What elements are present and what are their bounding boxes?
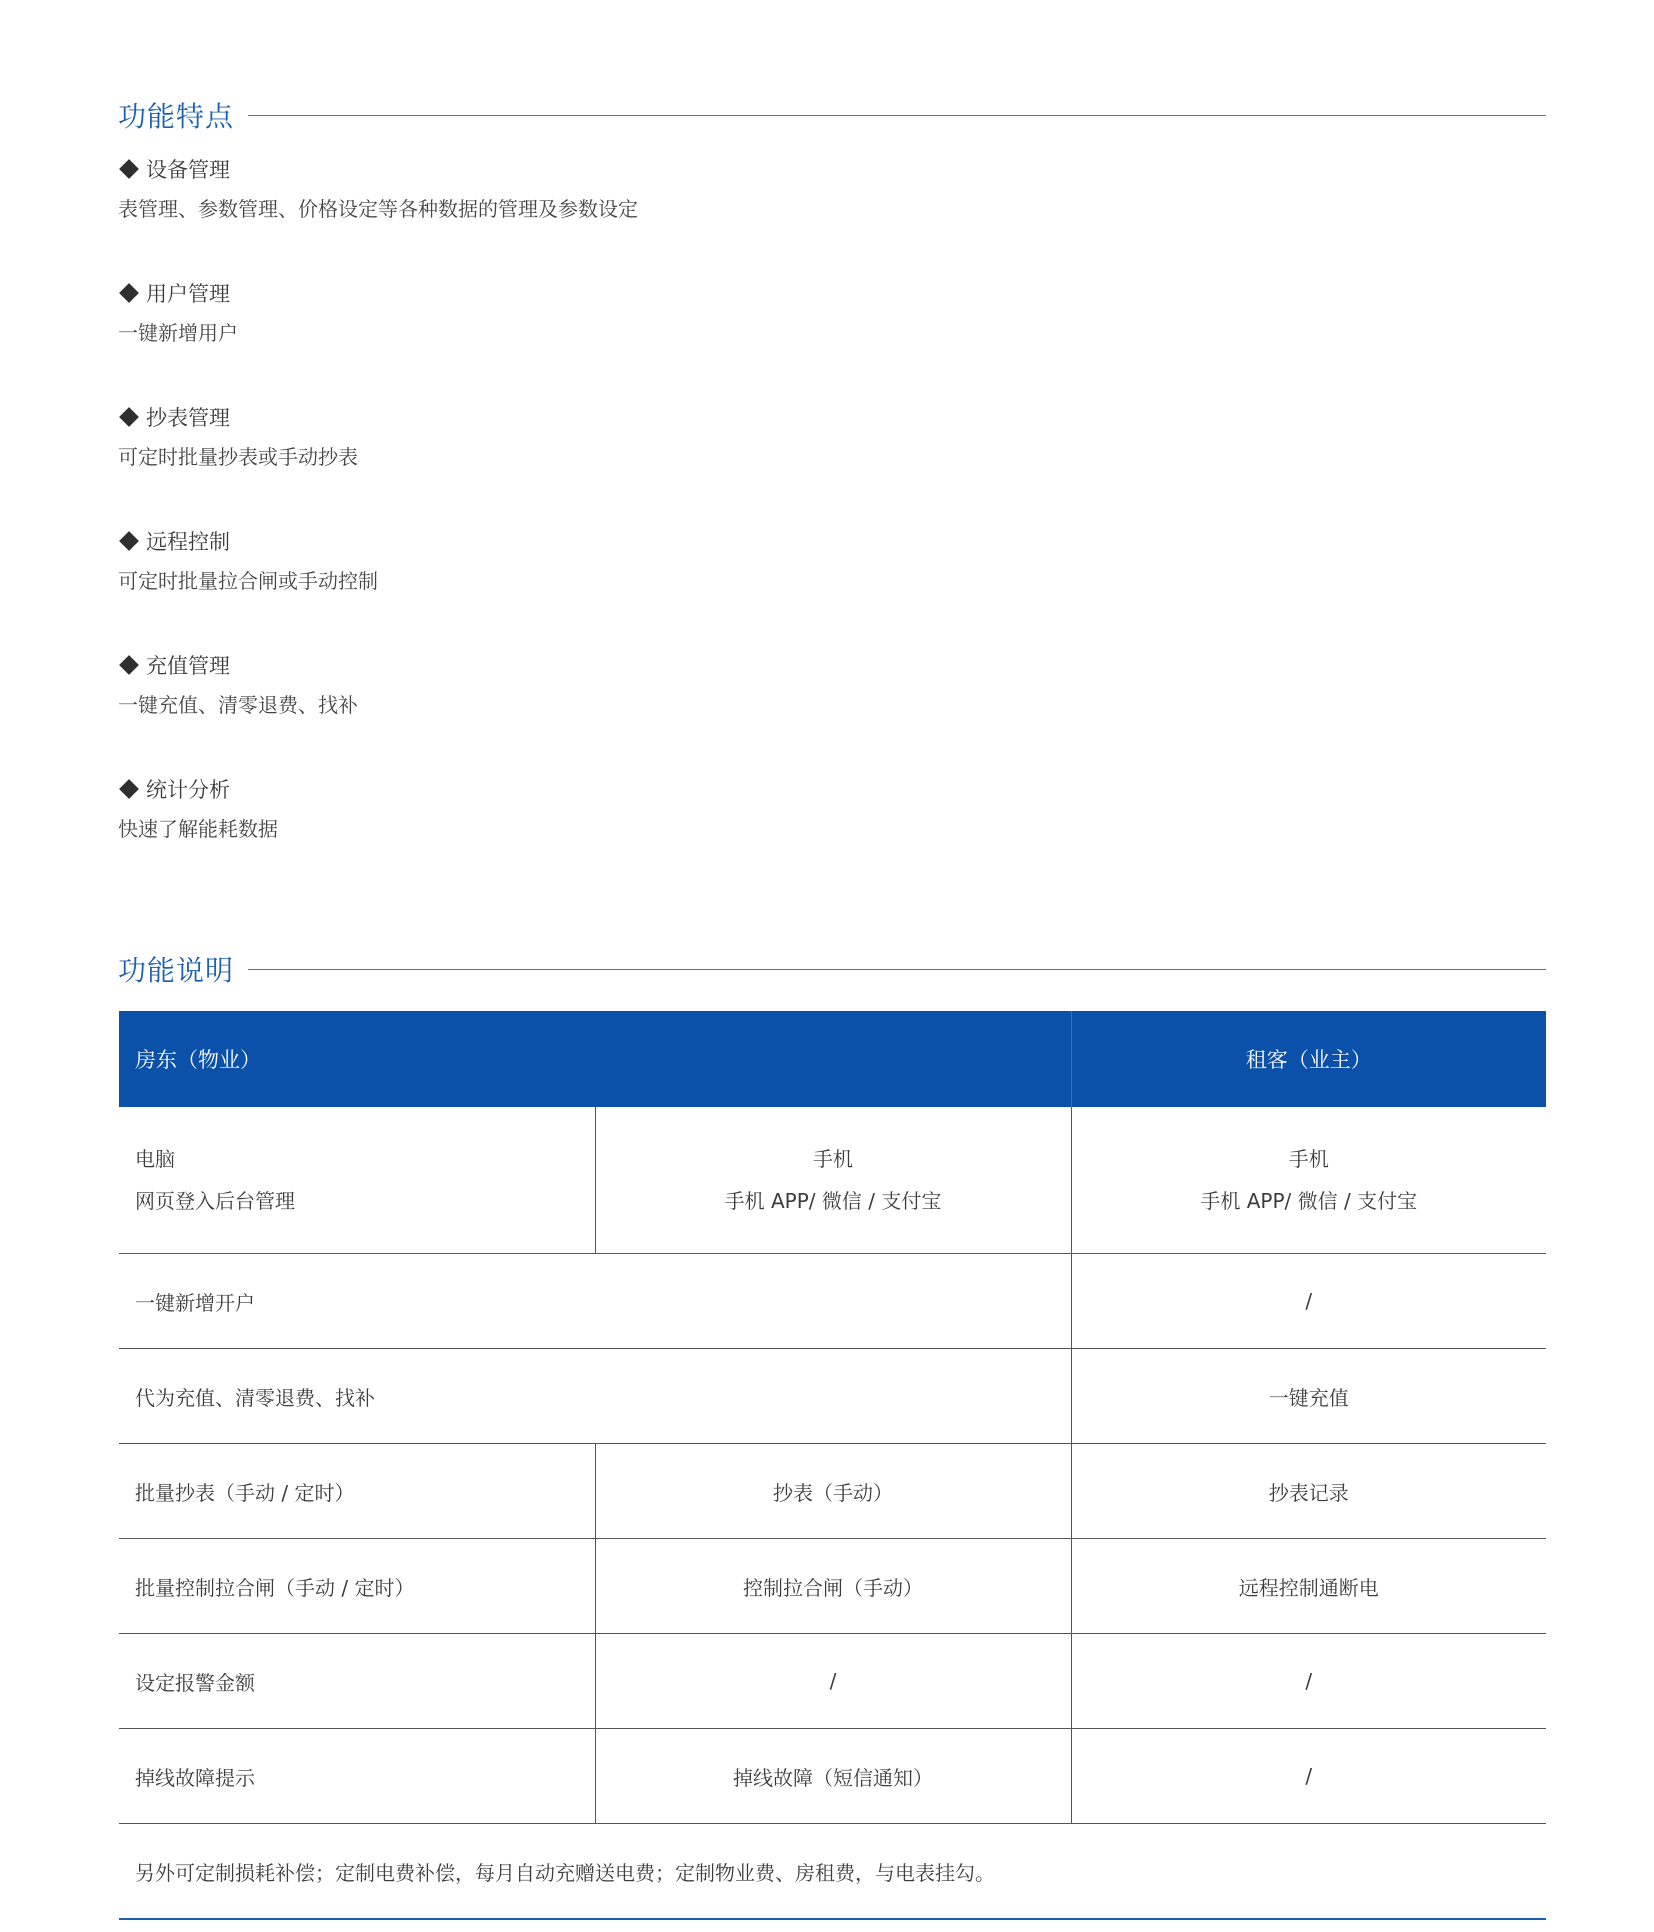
diamond-bullet-icon [119,655,139,675]
features-section-title: 功能特点 [118,100,235,133]
table-cell: 一键新增开户 [119,1254,1071,1349]
table-cell: 批量控制拉合闸（手动 / 定时） [119,1539,595,1634]
table-note-row [119,1824,1546,1920]
table-row [119,1634,1546,1729]
header-tenant: 租客（业主） [1071,1011,1546,1107]
diamond-bullet-icon [119,779,139,799]
device-phone-title: 手机 [813,1147,853,1171]
function-section-title: 功能说明 [118,954,235,987]
feature-item [118,524,1318,648]
table-row [119,1254,1546,1349]
feature-title: 设备管理 [146,158,230,182]
table-cell: 远程控制通断电 [1071,1539,1546,1634]
table-cell: 控制拉合闸（手动） [595,1539,1071,1634]
feature-description: 表管理、参数管理、价格设定等各种数据的管理及参数设定 [118,197,638,221]
feature-description: 可定时批量拉合闸或手动控制 [118,569,378,593]
feature-item [118,400,1318,524]
feature-description: 快速了解能耗数据 [118,817,278,841]
feature-title: 用户管理 [146,282,230,306]
feature-item [118,152,1318,276]
table-row [119,1729,1546,1824]
device-tenant-cell [1071,1107,1546,1254]
function-table [119,1011,1546,1920]
feature-item [118,648,1318,772]
table-cell: / [1071,1634,1546,1729]
header-landlord: 房东（物业） [119,1011,1071,1107]
diamond-bullet-icon [119,407,139,427]
diamond-bullet-icon [119,159,139,179]
table-cell: 设定报警金额 [119,1634,595,1729]
table-cell: / [1071,1254,1546,1349]
feature-title: 抄表管理 [146,406,230,430]
diamond-bullet-icon [119,531,139,551]
device-pc-title: 电脑 [135,1147,175,1171]
table-cell: 批量抄表（手动 / 定时） [119,1444,595,1539]
feature-title: 充值管理 [146,654,230,678]
diamond-bullet-icon [119,283,139,303]
device-phone-cell [595,1107,1071,1254]
table-cell: 掉线故障（短信通知） [595,1729,1071,1824]
device-pc-desc: 网页登入后台管理 [135,1189,295,1213]
features-section-header [118,95,1546,135]
table-cell: 代为充值、清零退费、找补 [119,1349,1071,1444]
device-pc-cell [119,1107,595,1254]
feature-item [118,772,1318,896]
table-row [119,1349,1546,1444]
table-row [119,1444,1546,1539]
table-cell: / [595,1634,1071,1729]
table-cell: 掉线故障提示 [119,1729,595,1824]
feature-description: 可定时批量抄表或手动抄表 [118,445,358,469]
feature-description: 一键新增用户 [118,321,238,345]
section-divider [248,115,1546,116]
table-cell: / [1071,1729,1546,1824]
feature-title: 统计分析 [146,778,230,802]
table-row [119,1107,1546,1254]
table-header-row [119,1011,1546,1107]
feature-description: 一键充值、清零退费、找补 [118,693,358,717]
table-row [119,1539,1546,1634]
device-phone-desc: 手机 APP/ 微信 / 支付宝 [724,1189,942,1213]
section-divider [248,969,1546,970]
device-tenant-title: 手机 [1288,1147,1329,1171]
device-tenant-desc: 手机 APP/ 微信 / 支付宝 [1200,1189,1418,1213]
table-cell: 抄表记录 [1071,1444,1546,1539]
feature-item [118,276,1318,400]
table-cell: 抄表（手动） [595,1444,1071,1539]
table-cell: 一键充值 [1071,1349,1546,1444]
feature-title: 远程控制 [146,530,230,554]
function-section-header [118,949,1546,989]
table-note: 另外可定制损耗补偿；定制电费补偿，每月自动充赠送电费；定制物业费、房租费，与电表挂勾。 [119,1824,1546,1920]
features-list [118,152,1318,896]
